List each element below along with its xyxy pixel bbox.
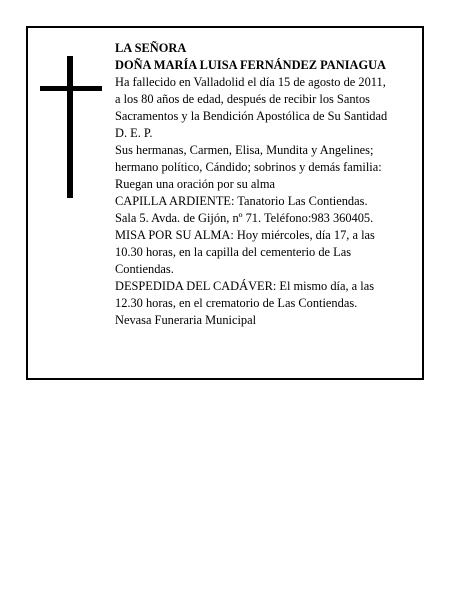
cross-vertical-bar — [67, 56, 73, 198]
notice-line: Sacramentos y la Bendición Apostólica de Su Santidad — [115, 109, 388, 123]
notice-line: Nevasa Funeraria Municipal — [115, 313, 257, 327]
notice-line: hermano político, Cándido; sobrinos y demás familia: — [115, 160, 382, 174]
notice-line: DESPEDIDA DEL CADÁVER: El mismo día, a las — [115, 279, 375, 293]
notice-line: Sus hermanas, Carmen, Elisa, Mundita y Angelines; — [115, 143, 374, 157]
notice-line: 10.30 horas, en la capilla del cementerio de Las — [115, 245, 352, 259]
notice-line: Sala 5. Avda. de Gijón, nº 71. Teléfono:983 360405. — [115, 211, 374, 225]
cross-icon — [40, 56, 102, 198]
notice-line: Ha fallecido en Valladolid el día 15 de agosto de 2011, — [115, 75, 386, 89]
notice-line: CAPILLA ARDIENTE: Tanatorio Las Contiendas. — [115, 194, 368, 208]
notice-line: D. E. P. — [115, 126, 153, 140]
notice-line: MISA POR SU ALMA: Hoy miércoles, día 17, a las — [115, 228, 375, 242]
obituary-notice — [26, 26, 424, 380]
notice-line: Ruegan una oración por su alma — [115, 177, 275, 191]
notice-line: 12.30 horas, en el crematorio de Las Contiendas. — [115, 296, 358, 310]
cross-horizontal-bar — [40, 86, 102, 91]
notice-title: LA SEÑORA — [115, 41, 187, 55]
deceased-name: DOÑA MARÍA LUISA FERNÁNDEZ PANIAGUA — [115, 58, 387, 72]
obituary-text — [115, 40, 425, 329]
notice-line: Contiendas. — [115, 262, 174, 276]
notice-line: a los 80 años de edad, después de recibir los Santos — [115, 92, 370, 106]
